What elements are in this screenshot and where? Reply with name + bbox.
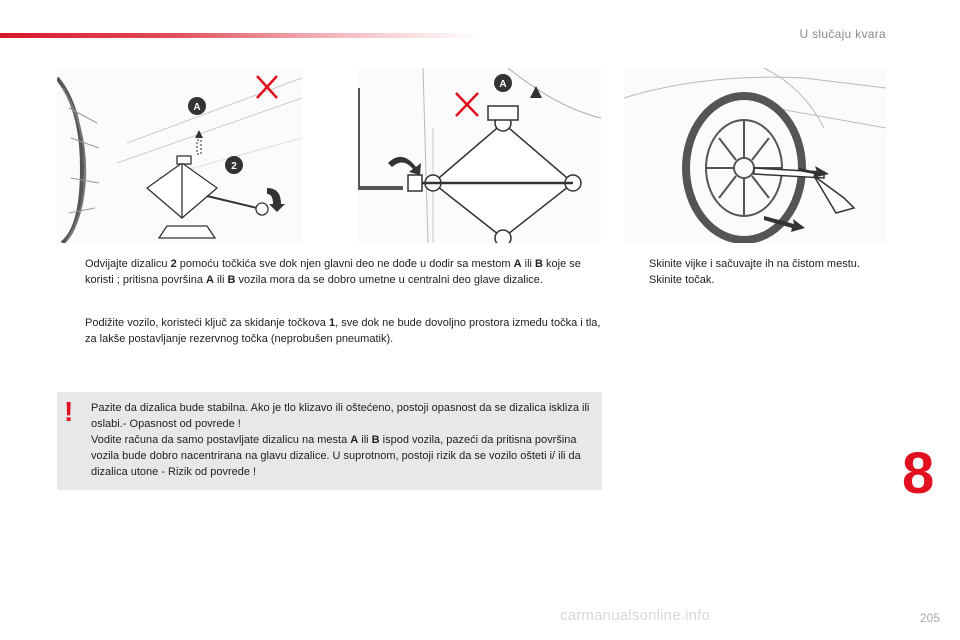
warning-line-2: Vodite računa da samo postavljate dizalicu na mesta A ili B ispod vozila, pazeći da pritisna površina vozila bude dobro nacentrirana na glavu dizalice. U suprotnom, postoji rizik da se vozilo ošteti i/ ili da dizalica utone - Rizik od povrede ! [91,434,581,478]
instruction-text: Odvijajte dizalicu 2 pomoću točkića sve dok njen glavni deo ne dođe u dodir sa mestom A ili B koje se koristi ; pritisna površina A ili B vozila mora da se dobro umetne u centralni deo glave dizalice. [85,258,581,286]
page-number: 205 [919,611,940,625]
wrong-position-x-icon [257,76,277,98]
wheel-removal-figure [624,68,886,243]
knob-label: 2 [231,161,237,172]
point-a-label: A [193,102,201,113]
header-accent-bar [0,33,480,38]
warning-line-1: Pazite da dizalica bude stabilna. Ako je tlo klizavo ili oštećeno, postoji opasnost da se dizalica iskliza ili oslabi.- Opasnost od povrede ! [91,402,590,430]
warning-icon: ! [64,396,74,427]
warning-box [57,392,602,490]
instruction-item [626,272,926,288]
chapter-number: 8 [902,441,935,506]
section-title: U slučaju kvara [799,27,886,41]
point-a-label: A [499,79,507,90]
warning-text [91,400,591,480]
jack-closeup-figure [358,68,601,243]
jack-closeup-illustration [358,68,601,243]
watermark: carmanualsonline.info [560,607,711,624]
jack-wheel-illustration [57,68,302,243]
instruction-item [62,315,602,347]
instruction-text: Skinite vijke i sačuvajte ih na čistom mestu. [649,258,860,270]
wheel-removal-illustration [624,68,886,243]
instruction-item [626,256,926,272]
instruction-text: Podižite vozilo, koristeći ključ za skidanje točkova 1, sve dok ne bude dovoljno prostora između točka i tla, za lakše postavljanje rezervnog točka (neprobušen pneumatik). [85,317,601,345]
jack-wheel-figure [57,68,302,243]
instruction-text: Skinite točak. [649,274,715,286]
instruction-item [62,256,602,288]
wrong-position-x-icon [456,93,478,116]
